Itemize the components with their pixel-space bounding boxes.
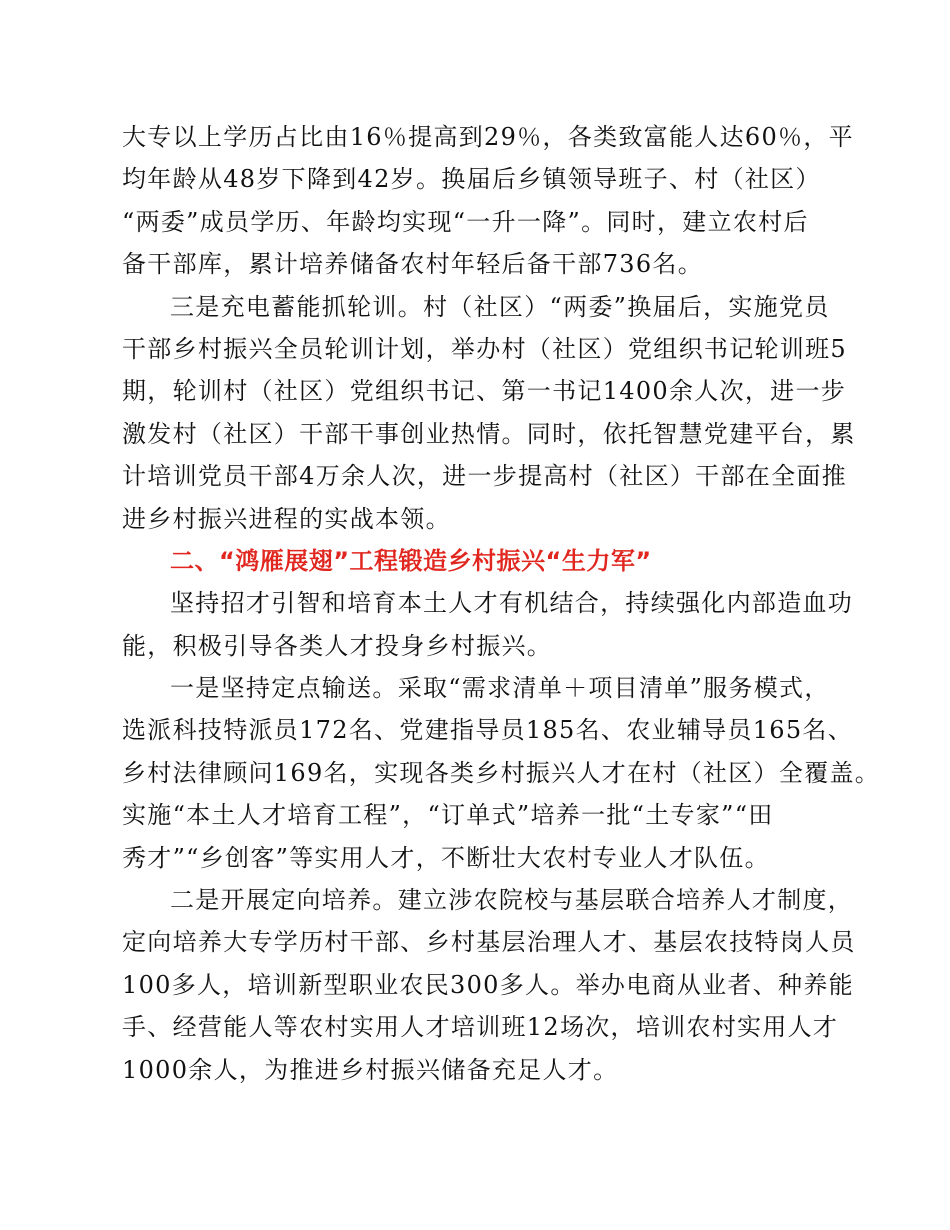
- text-line: 坚持招才引智和培育本土人才有机结合，持续强化内部造血功: [170, 589, 854, 618]
- text-line: 100多人，培训新型职业农民300多人。举办电商从业者、种养能: [122, 970, 854, 999]
- text-line: 1000余人，为推进乡村振兴储备充足人才。: [122, 1055, 619, 1084]
- text-line: 手、经营能人等农村实用人才培训班12场次，培训农村实用人才: [122, 1013, 839, 1042]
- text-line: 定向培养大专学历村干部、乡村基层治理人才、基层农技特岗人员: [122, 928, 856, 957]
- text-line: 大专以上学历占比由16％提高到29％，各类致富能人达60％，平: [122, 123, 854, 151]
- text-line: 一是坚持定点输送。采取“需求清单＋项目清单”服务模式，: [170, 674, 830, 703]
- paragraph-directed-training: [122, 879, 856, 1091]
- text-line: 计培训党员干部4万余人次，进一步提高村（社区）干部在全面推: [122, 462, 847, 491]
- text-line: 选派科技特派员172名、党建指导员185名、农业辅导员165名、: [122, 716, 854, 745]
- text-line: 备干部库，累计培养储备农村年轻后备干部736名。: [122, 250, 704, 279]
- document-body: [122, 116, 881, 1091]
- section-heading: 二、“鸿雁展翅”工程锻造乡村振兴“生力军”: [170, 546, 652, 575]
- text-line: 三是充电蓄能抓轮训。村（社区）“两委”换届后，实施党员: [170, 292, 830, 321]
- paragraph-fixed-point-delivery: [122, 667, 881, 879]
- paragraph-talent-intro: [122, 582, 854, 667]
- text-line: 进乡村振兴进程的实战本领。: [122, 504, 451, 533]
- paragraph-rotation-training: [122, 286, 856, 540]
- text-line: 干部乡村振兴全员轮训计划，举办村（社区）党组织书记轮训班5: [122, 334, 847, 363]
- text-line: “两委”成员学历、年龄均实现“一升一降”。同时，建立农村后: [122, 207, 809, 236]
- text-line: 激发村（社区）干部干事创业热情。同时，依托智慧党建平台，累: [122, 419, 856, 448]
- text-line: 能，积极引导各类人才投身乡村振兴。: [122, 631, 553, 660]
- text-line: 实施“本土人才培育工程”，“订单式”培养一批“土专家”“田: [122, 801, 774, 830]
- text-line: 均年龄从48岁下降到42岁。换届后乡镇领导班子、村（社区）: [122, 165, 821, 194]
- text-line: 乡村法律顾问169名，实现各类乡村振兴人才在村（社区）全覆盖。: [122, 758, 881, 787]
- text-line: 二是开展定向培养。建立涉农院校与基层联合培养人才制度，: [170, 886, 854, 915]
- paragraph-education-stats: [122, 116, 854, 286]
- text-line: 秀才”“乡创客”等实用人才，不断壮大农村专业人才队伍。: [122, 843, 770, 872]
- text-line: 期，轮训村（社区）党组织书记、第一书记1400余人次，进一步: [122, 377, 847, 406]
